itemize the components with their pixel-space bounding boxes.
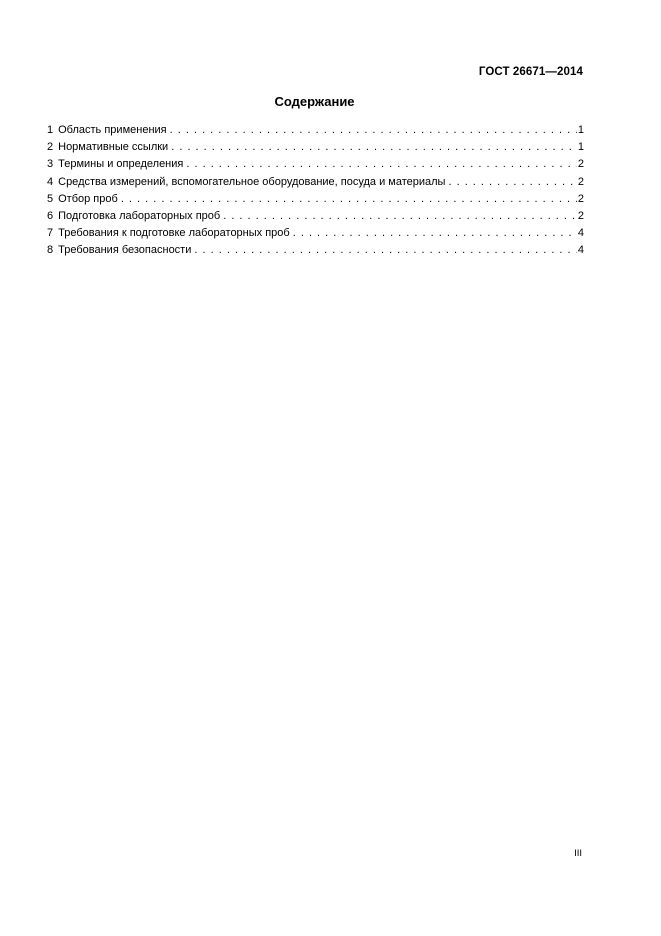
toc-item[interactable] (47, 208, 584, 225)
toc-dot-leader (121, 191, 577, 208)
toc-item[interactable] (47, 122, 584, 139)
toc-item-text: Подготовка лабораторных проб (58, 209, 221, 222)
toc-title: Содержание (274, 94, 355, 109)
toc-item-text: Область применения (58, 124, 167, 136)
toc-item-number: 5 (47, 192, 54, 205)
toc-item[interactable] (47, 174, 584, 191)
toc-item-number: 2 (47, 141, 54, 154)
toc-dot-leader (170, 122, 577, 139)
toc-item-page: 4 (577, 244, 584, 257)
toc-dot-leader (448, 174, 576, 191)
toc-item-text: Нормативные ссылки (58, 141, 169, 154)
toc-item-number: 8 (47, 244, 54, 257)
toc-dot-leader (194, 242, 577, 259)
toc-item-page: 2 (577, 192, 584, 205)
toc-item-number: 7 (47, 227, 54, 240)
page-number: III (574, 848, 582, 859)
toc-item-page: 2 (577, 175, 584, 188)
toc-list (47, 122, 584, 260)
toc-item[interactable] (47, 242, 584, 259)
toc-item-number: 1 (47, 124, 54, 136)
toc-dot-leader (171, 139, 577, 156)
toc-item[interactable] (47, 191, 584, 208)
toc-item-number: 6 (47, 209, 54, 222)
toc-item-page: 1 (577, 141, 584, 154)
toc-item-text: Средства измерений, вспомогательное оборудование, посуда и материалы (58, 175, 446, 188)
document-code: ГОСТ 26671—2014 (478, 66, 583, 78)
toc-item-number: 4 (47, 175, 54, 188)
toc-item-page: 1 (577, 124, 584, 136)
toc-item-text: Требования безопасности (58, 244, 192, 257)
toc-dot-leader (293, 225, 577, 242)
toc-item-text: Термины и определения (58, 158, 184, 171)
toc-item[interactable] (47, 139, 584, 156)
toc-item-page: 2 (577, 158, 584, 171)
toc-item[interactable] (47, 225, 584, 242)
toc-item-text: Отбор проб (58, 192, 118, 205)
toc-dot-leader (223, 208, 577, 225)
toc-item-number: 3 (47, 158, 54, 171)
toc-item-page: 2 (577, 209, 584, 222)
toc-item-text: Требования к подготовке лабораторных проб (58, 227, 290, 240)
toc-item-page: 4 (577, 227, 584, 240)
toc-dot-leader (186, 156, 577, 173)
toc-item[interactable] (47, 156, 584, 173)
